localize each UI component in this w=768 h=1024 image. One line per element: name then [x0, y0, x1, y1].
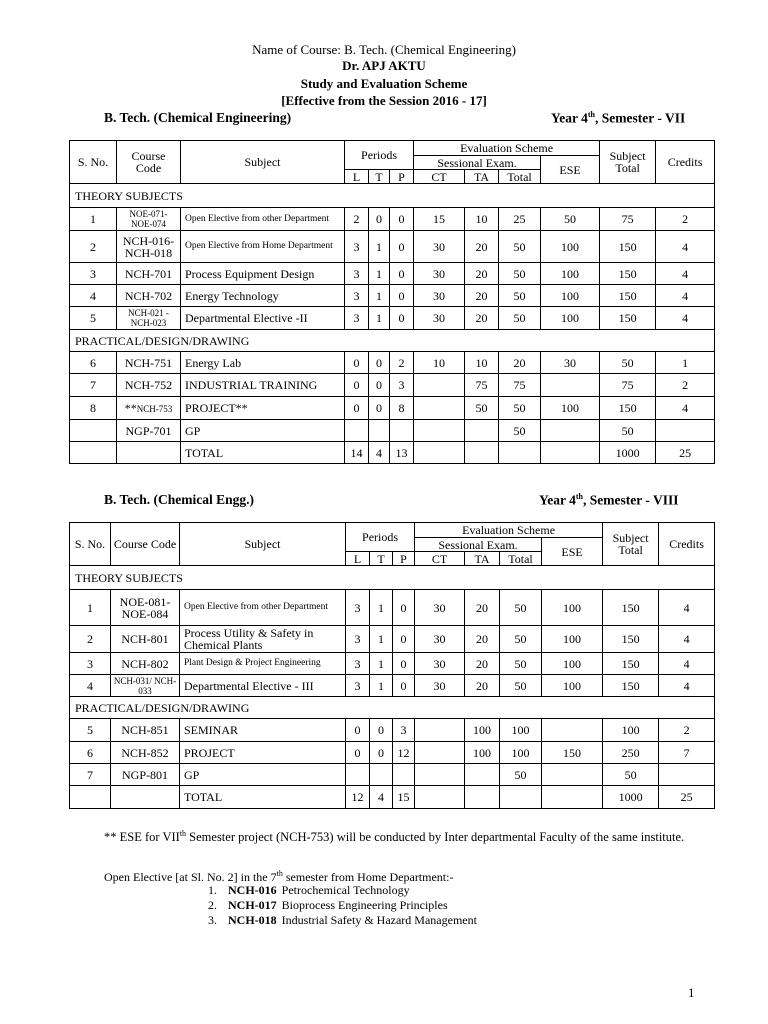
- cell-sno: 1: [70, 590, 111, 626]
- item-code: NCH-017: [228, 898, 277, 912]
- table-row: [70, 420, 715, 442]
- cell-t: 1: [370, 626, 393, 653]
- cell-sno: 5: [70, 719, 111, 742]
- cell-total: 50: [499, 263, 541, 285]
- cell-code: NGP-801: [111, 764, 180, 786]
- total-subject-total: 1000: [603, 786, 659, 809]
- col-periods: Periods: [345, 141, 414, 170]
- sem8-semester: , Semester - VIII: [583, 492, 679, 508]
- cell-sno: 4: [70, 285, 117, 307]
- cell-sno: 1: [70, 208, 117, 231]
- cell-code: NCH-702: [117, 285, 181, 307]
- cell-l: 3: [346, 653, 370, 675]
- cell-credits: 2: [656, 374, 715, 397]
- total-subject-total: 1000: [600, 442, 656, 464]
- cell-ct: 10: [414, 352, 465, 374]
- cell-l: 0: [345, 397, 369, 420]
- total-l: 14: [345, 442, 369, 464]
- cell-ta: 10: [465, 208, 499, 231]
- cell-subject-total: 150: [600, 231, 656, 263]
- table-row: [70, 352, 715, 374]
- col-periods: Periods: [346, 523, 415, 552]
- table-row: [70, 590, 715, 626]
- cell-p: 3: [393, 719, 415, 742]
- cell-ct: 30: [415, 626, 465, 653]
- cell-t: 1: [370, 653, 393, 675]
- cell-subject-total: 150: [600, 307, 656, 330]
- cell-subject: Departmental Elective - III: [180, 675, 346, 697]
- cell-ese: 50: [541, 208, 600, 231]
- cell-subject-total: 75: [600, 374, 656, 397]
- cell-t: 1: [369, 285, 390, 307]
- col-l: L: [345, 170, 369, 184]
- cell-ese: 100: [542, 653, 603, 675]
- cell-t: 0: [370, 719, 393, 742]
- sem7-semester: , Semester - VII: [595, 110, 686, 126]
- cell-subject-total: 100: [603, 719, 659, 742]
- table-row: [70, 307, 715, 330]
- cell-sno: [70, 420, 117, 442]
- cell-sno: 7: [70, 764, 111, 786]
- footnote: [104, 826, 698, 845]
- cell-p: [393, 764, 415, 786]
- cell-ct: [414, 420, 465, 442]
- cell-total: 50: [500, 764, 542, 786]
- cell-ta: 75: [465, 374, 499, 397]
- col-ese: ESE: [542, 538, 603, 566]
- cell-subject: Open Elective from Home Department: [181, 231, 345, 263]
- cell-credits: 2: [656, 208, 715, 231]
- cell-ese: [542, 764, 603, 786]
- cell-l: 3: [346, 675, 370, 697]
- cell-code: NGP-701: [117, 420, 181, 442]
- sem7-year: Year 4: [551, 110, 588, 126]
- cell-credits: 4: [659, 590, 715, 626]
- cell-ct: [415, 764, 465, 786]
- cell-subject-total: 50: [600, 420, 656, 442]
- cell-code: NCH-701: [117, 263, 181, 285]
- cell-l: 3: [345, 285, 369, 307]
- cell-ta: 20: [465, 263, 499, 285]
- cell-total: 100: [500, 742, 542, 764]
- col-credits: Credits: [659, 523, 715, 566]
- cell-total: 100: [500, 719, 542, 742]
- col-ct: CT: [415, 552, 465, 566]
- cell-credits: 2: [659, 719, 715, 742]
- cell-l: [345, 420, 369, 442]
- cell-ct: [415, 742, 465, 764]
- cell-credits: 4: [656, 231, 715, 263]
- cell-sno: 6: [70, 352, 117, 374]
- total-t: 4: [370, 786, 393, 809]
- item-number: 2.: [208, 898, 217, 912]
- col-subject-total: Subject Total: [600, 141, 656, 184]
- cell-subject: GP: [181, 420, 345, 442]
- cell-code: NCH-852: [111, 742, 180, 764]
- section-practical: PRACTICAL/DESIGN/DRAWING: [70, 330, 715, 352]
- cell-subject: Open Elective from other Department: [181, 208, 345, 231]
- cell-ct: 30: [415, 675, 465, 697]
- cell-l: [346, 764, 370, 786]
- footnote-text: Semester project (NCH-753) will be conducted by Inter departmental Faculty of the same institute.: [186, 830, 685, 845]
- effective-session: [Effective from the Session 2016 - 17]: [281, 93, 487, 108]
- col-ta: TA: [465, 170, 499, 184]
- cell-ese: 100: [541, 285, 600, 307]
- cell-l: 3: [345, 263, 369, 285]
- table-row: [70, 653, 715, 675]
- sem7-table: [69, 140, 715, 464]
- cell-credits: 4: [656, 397, 715, 420]
- cell-ct: 30: [415, 653, 465, 675]
- cell-total: 50: [499, 231, 541, 263]
- cell-l: 0: [345, 374, 369, 397]
- col-course-code: Course Code: [117, 141, 181, 184]
- code-prefix: **: [124, 401, 137, 415]
- table-row: [70, 263, 715, 285]
- cell-code: NCH-752: [117, 374, 181, 397]
- cell-p: 0: [390, 231, 414, 263]
- sem8-table: [69, 522, 715, 809]
- table-row: [70, 285, 715, 307]
- cell-credits: [659, 764, 715, 786]
- cell-ct: 30: [414, 263, 465, 285]
- cell-ese: 100: [541, 397, 600, 420]
- cell-subject: Energy Technology: [181, 285, 345, 307]
- cell-ta: 20: [465, 653, 500, 675]
- total-credits: 25: [656, 442, 715, 464]
- cell-subject-total: 150: [603, 653, 659, 675]
- cell-l: 3: [345, 231, 369, 263]
- cell-subject: SEMINAR: [180, 719, 346, 742]
- cell-ta: 100: [465, 742, 500, 764]
- table-row: [70, 626, 715, 653]
- col-sno: S. No.: [70, 523, 111, 566]
- scheme-title: Study and Evaluation Scheme: [300, 76, 468, 91]
- cell-ct: [414, 397, 465, 420]
- cell-t: 0: [370, 742, 393, 764]
- col-t: T: [369, 170, 390, 184]
- cell-ese: 100: [542, 675, 603, 697]
- total-credits: 25: [659, 786, 715, 809]
- cell-ta: [465, 420, 499, 442]
- table-row: [70, 742, 715, 764]
- cell-ct: 15: [414, 208, 465, 231]
- col-p: P: [393, 552, 415, 566]
- cell-subject-total: 150: [603, 626, 659, 653]
- intro-sup: th: [276, 869, 283, 878]
- cell-credits: 4: [659, 675, 715, 697]
- col-l: L: [346, 552, 370, 566]
- col-evaluation-scheme: Evaluation Scheme: [414, 141, 600, 156]
- cell-sno: 6: [70, 742, 111, 764]
- col-p: P: [390, 170, 414, 184]
- item-number: 3.: [208, 913, 217, 927]
- cell-ta: 100: [465, 719, 500, 742]
- cell-p: 0: [393, 675, 415, 697]
- cell-credits: 7: [659, 742, 715, 764]
- cell-sno: 3: [70, 263, 117, 285]
- cell-sno: 8: [70, 397, 117, 420]
- cell-t: 1: [370, 590, 393, 626]
- cell-sno: 4: [70, 675, 111, 697]
- col-course-code: Course Code: [111, 523, 180, 566]
- cell-ese: 30: [541, 352, 600, 374]
- cell-sno: 3: [70, 653, 111, 675]
- cell-subject: PROJECT**: [181, 397, 345, 420]
- cell-subject: Process Equipment Design: [181, 263, 345, 285]
- cell-ct: 30: [414, 307, 465, 330]
- cell-t: [369, 420, 390, 442]
- cell-code: NCH-751: [117, 352, 181, 374]
- section-theory: THEORY SUBJECTS: [70, 184, 715, 208]
- cell-subject: Energy Lab: [181, 352, 345, 374]
- footnote-sup: th: [179, 829, 187, 838]
- section-theory: THEORY SUBJECTS: [70, 566, 715, 590]
- cell-ct: 30: [414, 285, 465, 307]
- col-subject: Subject: [181, 141, 345, 184]
- cell-ta: 50: [465, 397, 499, 420]
- cell-p: 0: [393, 653, 415, 675]
- cell-subject: Process Utility & Safety in Chemical Plants: [180, 626, 346, 653]
- cell-credits: 1: [656, 352, 715, 374]
- table-row: [70, 675, 715, 697]
- cell-subject-total: 150: [600, 263, 656, 285]
- cell-subject-total: 50: [603, 764, 659, 786]
- cell-total: 50: [500, 653, 542, 675]
- code-value: NCH-753: [136, 404, 173, 414]
- cell-credits: [656, 420, 715, 442]
- cell-ese: 100: [542, 590, 603, 626]
- table-row-total: [70, 442, 715, 464]
- intro-suffix: semester from Home Department:-: [282, 870, 454, 884]
- cell-sno: 5: [70, 307, 117, 330]
- cell-code: NCH-851: [111, 719, 180, 742]
- item-code: NCH-016: [228, 883, 277, 897]
- page-number: 1: [688, 985, 695, 1000]
- cell-l: 2: [345, 208, 369, 231]
- cell-total: 25: [499, 208, 541, 231]
- col-sno: S. No.: [70, 141, 117, 184]
- footnote-prefix: ** ESE for VII: [104, 830, 180, 845]
- table-row: [70, 719, 715, 742]
- cell-t: 0: [369, 352, 390, 374]
- table-row: [70, 208, 715, 231]
- col-sessional-exam: Sessional Exam.: [415, 538, 542, 552]
- cell-code: NCH-016-NCH-018: [117, 231, 181, 263]
- total-l: 12: [346, 786, 370, 809]
- cell-p: 0: [390, 307, 414, 330]
- total-p: 13: [390, 442, 414, 464]
- list-item: [208, 883, 410, 898]
- cell-credits: 4: [659, 653, 715, 675]
- cell-code: NCH-802: [111, 653, 180, 675]
- section-practical: PRACTICAL/DESIGN/DRAWING: [70, 697, 715, 719]
- cell-l: 0: [346, 742, 370, 764]
- cell-ta: 20: [465, 626, 500, 653]
- cell-ese: [541, 420, 600, 442]
- cell-total: 20: [499, 352, 541, 374]
- cell-credits: 4: [656, 307, 715, 330]
- cell-t: 1: [370, 675, 393, 697]
- col-sessional-exam: Sessional Exam.: [414, 156, 541, 170]
- col-ese: ESE: [541, 156, 600, 184]
- cell-t: [370, 764, 393, 786]
- table-row: [70, 764, 715, 786]
- cell-p: 12: [393, 742, 415, 764]
- cell-p: 3: [390, 374, 414, 397]
- item-number: 1.: [208, 883, 217, 897]
- cell-t: 0: [369, 397, 390, 420]
- cell-code: NCH-031/ NCH-033: [111, 675, 180, 697]
- cell-ese: 100: [541, 263, 600, 285]
- cell-sno: 7: [70, 374, 117, 397]
- sem8-year-sup: th: [575, 492, 583, 501]
- cell-ta: 20: [465, 590, 500, 626]
- cell-sno: 2: [70, 626, 111, 653]
- cell-total: 75: [499, 374, 541, 397]
- cell-ta: 20: [465, 675, 500, 697]
- cell-l: 3: [346, 626, 370, 653]
- cell-p: 0: [390, 285, 414, 307]
- cell-ta: 20: [465, 307, 499, 330]
- cell-ct: [415, 719, 465, 742]
- sem8-year: Year 4: [539, 492, 576, 508]
- cell-p: 0: [390, 208, 414, 231]
- cell-p: 8: [390, 397, 414, 420]
- col-t: T: [370, 552, 393, 566]
- cell-t: 0: [369, 374, 390, 397]
- cell-subject-total: 150: [603, 590, 659, 626]
- cell-l: 3: [345, 307, 369, 330]
- cell-p: 0: [393, 626, 415, 653]
- total-t: 4: [369, 442, 390, 464]
- col-credits: Credits: [656, 141, 715, 184]
- cell-subject: Departmental Elective -II: [181, 307, 345, 330]
- cell-ese: 150: [542, 742, 603, 764]
- course-name: Name of Course: B. Tech. (Chemical Engineering): [252, 42, 516, 57]
- cell-total: 50: [500, 626, 542, 653]
- col-total: Total: [500, 552, 542, 566]
- total-label: TOTAL: [181, 442, 345, 464]
- cell-subject-total: 250: [603, 742, 659, 764]
- cell-t: 1: [369, 263, 390, 285]
- list-item: [208, 898, 448, 913]
- sem7-year-semester: [551, 110, 685, 127]
- cell-subject-total: 150: [600, 397, 656, 420]
- cell-p: 0: [390, 263, 414, 285]
- col-subject: Subject: [180, 523, 346, 566]
- cell-t: 1: [369, 307, 390, 330]
- cell-subject-total: 150: [603, 675, 659, 697]
- total-p: 15: [393, 786, 415, 809]
- col-subject-total: Subject Total: [603, 523, 659, 566]
- item-name: Industrial Safety & Hazard Management: [281, 913, 477, 927]
- cell-total: 50: [499, 397, 541, 420]
- cell-code: NOE-071-NOE-074: [117, 208, 181, 231]
- col-evaluation-scheme: Evaluation Scheme: [415, 523, 603, 538]
- cell-ct: [414, 374, 465, 397]
- cell-code: NCH-801: [111, 626, 180, 653]
- cell-code: [117, 397, 181, 420]
- cell-l: 0: [346, 719, 370, 742]
- cell-credits: 4: [659, 626, 715, 653]
- item-name: Bioprocess Engineering Principles: [281, 898, 448, 912]
- cell-t: 0: [369, 208, 390, 231]
- item-name: Petrochemical Technology: [281, 883, 410, 897]
- cell-total: 50: [500, 675, 542, 697]
- sem8-program: B. Tech. (Chemical Engg.): [104, 492, 255, 507]
- cell-subject: PROJECT: [180, 742, 346, 764]
- cell-total: 50: [500, 590, 542, 626]
- cell-code: NCH-021 - NCH-023: [117, 307, 181, 330]
- table-row: [70, 374, 715, 397]
- cell-p: [390, 420, 414, 442]
- cell-ta: 10: [465, 352, 499, 374]
- total-label: TOTAL: [180, 786, 346, 809]
- cell-p: 2: [390, 352, 414, 374]
- cell-total: 50: [499, 285, 541, 307]
- cell-ct: 30: [414, 231, 465, 263]
- cell-ese: 100: [541, 307, 600, 330]
- cell-subject-total: 75: [600, 208, 656, 231]
- table-row: [70, 397, 715, 420]
- university-name: Dr. APJ AKTU: [342, 58, 426, 73]
- cell-ese: 100: [541, 231, 600, 263]
- cell-p: 0: [393, 590, 415, 626]
- intro-prefix: Open Elective [at Sl. No. 2] in the 7: [104, 870, 277, 884]
- col-total: Total: [499, 170, 541, 184]
- cell-subject: GP: [180, 764, 346, 786]
- cell-l: 0: [345, 352, 369, 374]
- cell-total: 50: [499, 420, 541, 442]
- cell-t: 1: [369, 231, 390, 263]
- cell-ese: [542, 719, 603, 742]
- cell-code: NOE-081-NOE-084: [111, 590, 180, 626]
- cell-sno: 2: [70, 231, 117, 263]
- cell-subject-total: 150: [600, 285, 656, 307]
- cell-l: 3: [346, 590, 370, 626]
- col-ct: CT: [414, 170, 465, 184]
- sem7-year-sup: th: [587, 110, 595, 119]
- cell-ese: [541, 374, 600, 397]
- item-code: NCH-018: [228, 913, 277, 927]
- cell-ct: 30: [415, 590, 465, 626]
- cell-subject: INDUSTRIAL TRAINING: [181, 374, 345, 397]
- cell-total: 50: [499, 307, 541, 330]
- cell-ta: 20: [465, 231, 499, 263]
- cell-subject-total: 50: [600, 352, 656, 374]
- cell-credits: 4: [656, 263, 715, 285]
- table-row: [70, 231, 715, 263]
- sem8-year-semester: [539, 492, 679, 509]
- cell-ta: 20: [465, 285, 499, 307]
- table-row-total: [70, 786, 715, 809]
- list-item: [208, 913, 477, 928]
- cell-subject: Open Elective from other Department: [180, 590, 346, 626]
- cell-ta: [465, 764, 500, 786]
- cell-ese: 100: [542, 626, 603, 653]
- col-ta: TA: [465, 552, 500, 566]
- sem7-program: B. Tech. (Chemical Engineering): [104, 110, 292, 125]
- cell-subject: Plant Design & Project Engineering: [180, 653, 346, 675]
- cell-credits: 4: [656, 285, 715, 307]
